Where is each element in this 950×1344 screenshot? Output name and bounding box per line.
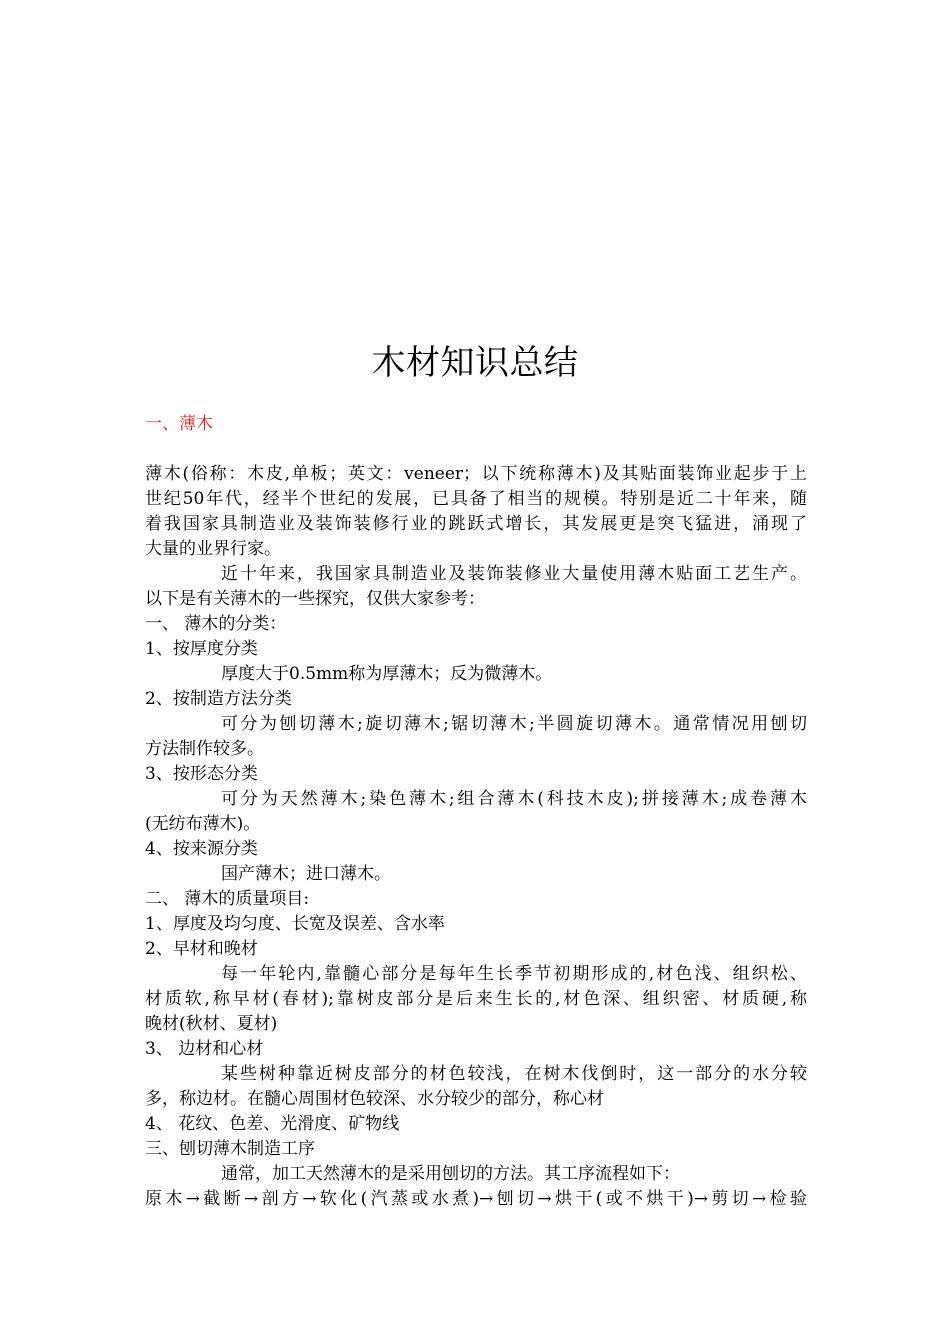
text-line: 二、 薄木的质量项目: xyxy=(145,889,310,909)
text-line: 可分为刨切薄木;旋切薄木;锯切薄木;半圆旋切薄木。通常情况用刨切 xyxy=(221,714,807,734)
text-line: 可分为天然薄木;染色薄木;组合薄木(科技木皮);拼接薄木;成卷薄木 xyxy=(221,789,807,809)
text-line: 某些树种靠近树皮部分的材色较浅，在树木伐倒时，这一部分的水分较 xyxy=(221,1064,807,1084)
text-line: (无纺布薄木)。 xyxy=(145,814,261,834)
text-line: 4、按来源分类 xyxy=(145,839,258,859)
text-line: 一、 薄木的分类： xyxy=(145,614,287,634)
text-line: 以下是有关薄木的一些探究，仅供大家参考： xyxy=(145,589,485,609)
text-line: 多，称边材。在髓心周围材色较深、水分较少的部分，称心材 xyxy=(145,1089,604,1109)
text-line: 2、按制造方法分类 xyxy=(145,689,292,709)
text-line: 2、早材和晚材 xyxy=(145,939,258,959)
text-line: 晚材(秋材、夏材) xyxy=(145,1014,278,1034)
text-line: 着我国家具制造业及装饰装修行业的跳跃式增长，其发展更是突飞猛进，涌现了 xyxy=(145,514,807,534)
text-line: 三、刨切薄木制造工序 xyxy=(145,1139,315,1159)
text-line: 材质软,称早材(春材);靠树皮部分是后来生长的,材色深、组织密、材质硬,称 xyxy=(145,989,807,1009)
text-line: 国产薄木；进口薄木。 xyxy=(221,864,391,884)
section-heading: 一、薄木 xyxy=(145,414,213,434)
text-line: 原木→截断→剖方→软化(汽蒸或水煮)→刨切→烘干(或不烘干)→剪切→检验 xyxy=(145,1189,807,1209)
text-line: 世纪50年代，经半个世纪的发展，已具备了相当的规模。特别是近二十年来，随 xyxy=(145,489,807,509)
document-body xyxy=(145,412,807,1212)
text-line: 每一年轮内,靠髓心部分是每年生长季节初期形成的,材色浅、组织松、 xyxy=(221,964,807,984)
text-line: 1、厚度及均匀度、长宽及误差、含水率 xyxy=(145,914,445,934)
text-line: 3、 边材和心材 xyxy=(145,1039,264,1059)
text-line: 方法制作较多。 xyxy=(145,739,264,759)
text-line: 大量的业界行家。 xyxy=(145,539,281,559)
text-line: 3、按形态分类 xyxy=(145,764,258,784)
text-line: 薄木(俗称：木皮,单板；英文：veneer；以下统称薄木)及其贴面装饰业起步于上 xyxy=(145,464,807,484)
text-line: 近十年来，我国家具制造业及装饰装修业大量使用薄木贴面工艺生产。 xyxy=(221,564,807,584)
document-title: 木材知识总结 xyxy=(371,343,579,383)
text-line: 1、按厚度分类 xyxy=(145,639,258,659)
text-line: 通常，加工天然薄木的是采用刨切的方法。其工序流程如下： xyxy=(221,1164,680,1184)
text-line: 厚度大于0.5mm称为厚薄木；反为微薄木。 xyxy=(221,664,553,684)
paragraph-lines xyxy=(145,462,807,1212)
text-line: 4、 花纹、色差、光滑度、矿物线 xyxy=(145,1114,400,1134)
